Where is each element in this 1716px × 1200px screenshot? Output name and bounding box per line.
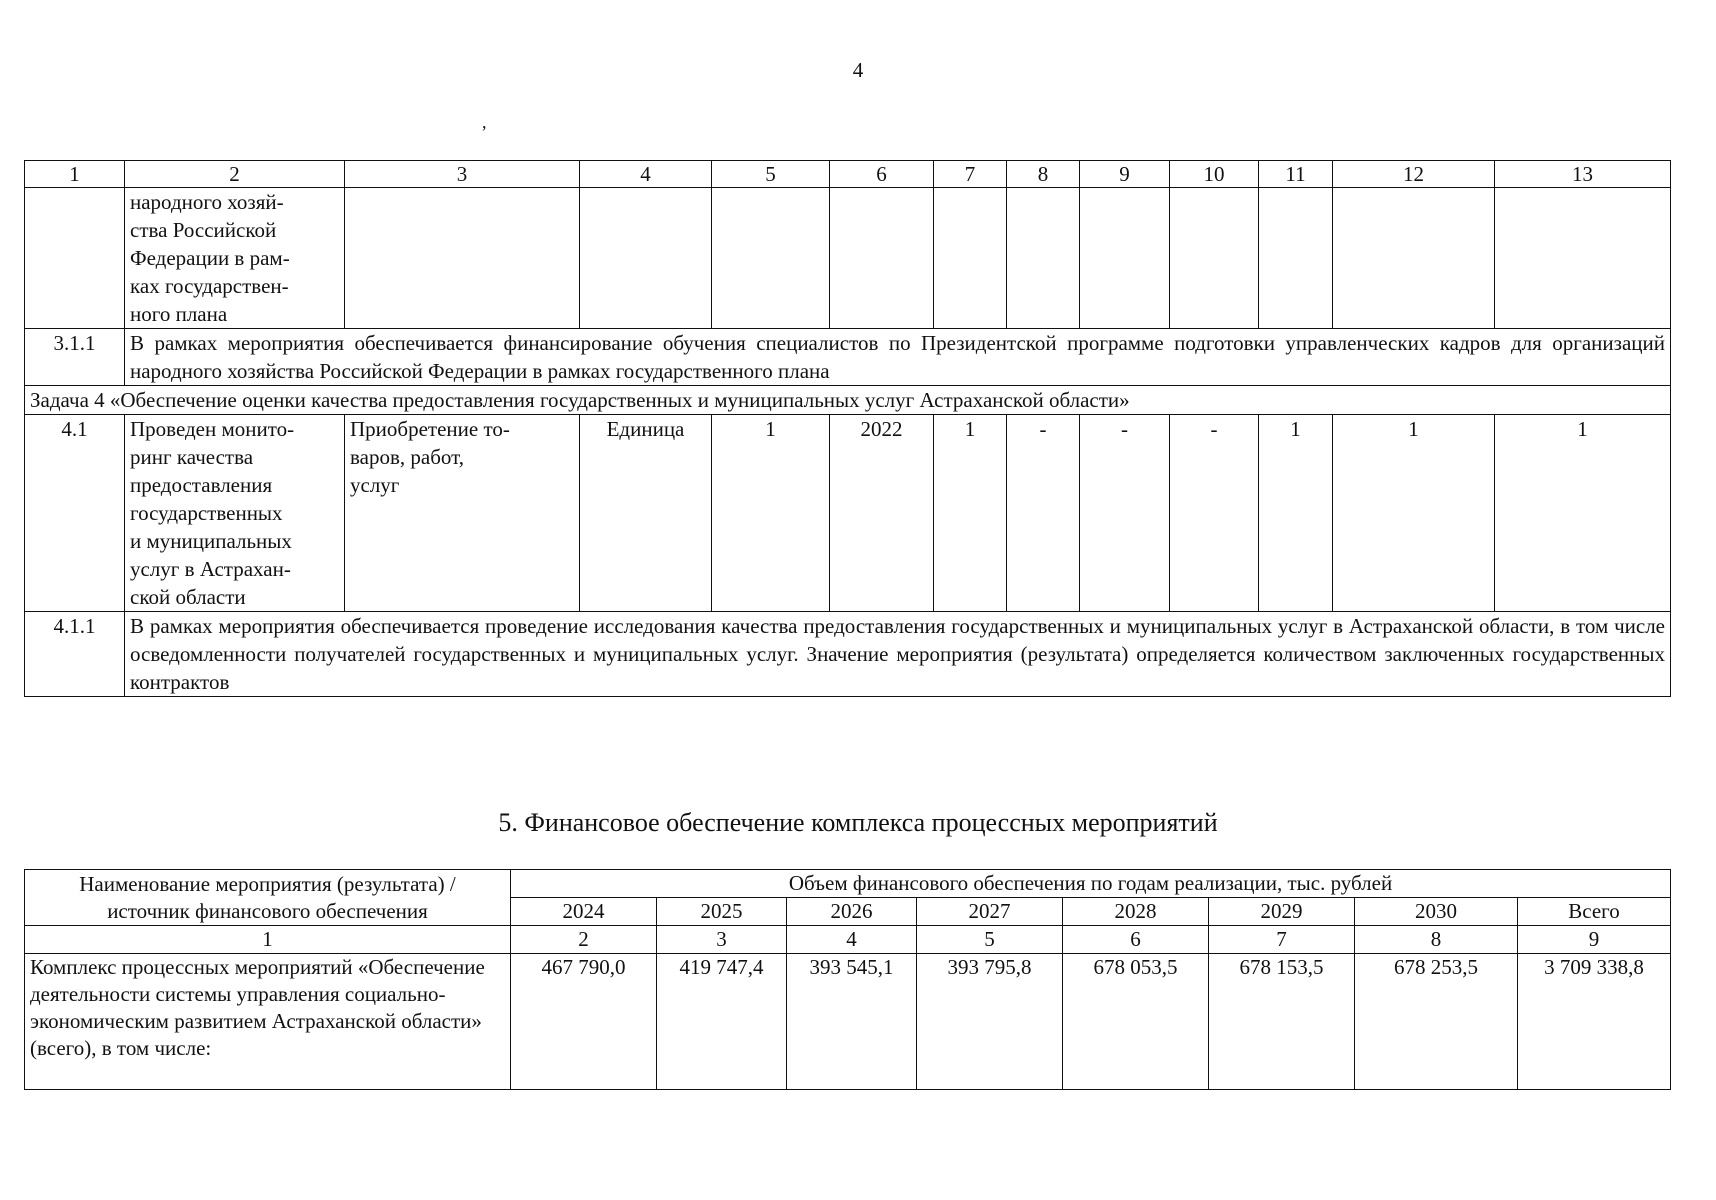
activity-description-row <box>25 329 1671 386</box>
complex-name: Комплекс процессных мероприятий «Обеспечение деятельности системы управления социально-экономическим развитием Астраханской области» (всего), в том числе: <box>25 954 511 1090</box>
col-number: 8 <box>1355 926 1518 954</box>
year-header: 2024 <box>511 898 657 926</box>
col-number: 5 <box>917 926 1063 954</box>
col-number: 9 <box>1518 926 1671 954</box>
col-number: 1 <box>25 926 511 954</box>
value-cell: 1 <box>1333 415 1495 612</box>
col-number: 6 <box>830 161 934 188</box>
col-number: 7 <box>1209 926 1355 954</box>
financing-table <box>24 869 1671 1090</box>
stray-mark: , <box>482 112 487 132</box>
amount-cell: 678 153,5 <box>1209 954 1355 1090</box>
financing-row <box>25 954 1671 1090</box>
row-number: 4.1 <box>25 415 125 612</box>
year-header: 2027 <box>917 898 1063 926</box>
continuation-row <box>25 188 1671 329</box>
year-header: 2028 <box>1063 898 1209 926</box>
amount-cell: 467 790,0 <box>511 954 657 1090</box>
value-cell: - <box>1007 415 1080 612</box>
col-number: 12 <box>1333 161 1495 188</box>
col-number: 6 <box>1063 926 1209 954</box>
row-number: 3.1.1 <box>25 329 125 386</box>
activities-table <box>24 160 1671 697</box>
value-cell: 1 <box>712 415 830 612</box>
col-number: 7 <box>934 161 1007 188</box>
col-number: 9 <box>1080 161 1170 188</box>
total-header: Всего <box>1518 898 1671 926</box>
amount-cell: 393 545,1 <box>787 954 917 1090</box>
col-number: 11 <box>1259 161 1333 188</box>
col-number: 4 <box>580 161 712 188</box>
activity-description-row <box>25 612 1671 697</box>
volume-header: Объем финансового обеспечения по годам реализации, тыс. рублей <box>511 870 1671 898</box>
page-number: 4 <box>852 58 864 82</box>
col-number: 3 <box>345 161 580 188</box>
amount-cell: 678 053,5 <box>1063 954 1209 1090</box>
value-cell: 1 <box>1259 415 1333 612</box>
value-cell: - <box>1170 415 1259 612</box>
year-header: 2030 <box>1355 898 1518 926</box>
row-number: 4.1.1 <box>25 612 125 697</box>
result-row <box>25 415 1671 612</box>
amount-cell: 393 795,8 <box>917 954 1063 1090</box>
column-numbers-row <box>25 161 1671 188</box>
result-name: Проведен монито- ринг качества предоставления государственных и муниципальных услуг в Астрахан- ской области <box>125 415 345 612</box>
col-number: 2 <box>125 161 345 188</box>
year-header: 2029 <box>1209 898 1355 926</box>
value-cell: 1 <box>1495 415 1671 612</box>
name-header: Наименование мероприятия (результата) / источник финансового обеспечения <box>25 870 511 926</box>
result-type: Приобретение то- варов, работ, услуг <box>345 415 580 612</box>
total-amount-cell: 3 709 338,8 <box>1518 954 1671 1090</box>
col-number: 4 <box>787 926 917 954</box>
col-number: 2 <box>511 926 657 954</box>
task-title: Задача 4 «Обеспечение оценки качества предоставления государственных и муниципальных услуг Астраханской области» <box>25 386 1671 415</box>
col-number: 8 <box>1007 161 1080 188</box>
financing-header-row <box>25 870 1671 898</box>
section-title: 5. Финансовое обеспечение комплекса процессных мероприятий <box>498 808 1218 837</box>
col-number: 13 <box>1495 161 1671 188</box>
task-row <box>25 386 1671 415</box>
unit-cell: Единица <box>580 415 712 612</box>
amount-cell: 678 253,5 <box>1355 954 1518 1090</box>
continued-name-cell: народного хозяй- ства Российской Федерации в рам- ках государствен- ного плана <box>125 188 345 329</box>
value-cell: - <box>1080 415 1170 612</box>
activity-description: В рамках мероприятия обеспечивается финансирование обучения специалистов по Президентской программе подготовки управленческих кадров для организаций народного хозяйства Российской Федерации в рамках государственного плана <box>125 329 1671 386</box>
column-numbers-row <box>25 926 1671 954</box>
year-header: 2026 <box>787 898 917 926</box>
col-number: 5 <box>712 161 830 188</box>
amount-cell: 419 747,4 <box>657 954 787 1090</box>
year-cell: 2022 <box>830 415 934 612</box>
year-header: 2025 <box>657 898 787 926</box>
col-number: 3 <box>657 926 787 954</box>
value-cell: 1 <box>934 415 1007 612</box>
activity-description: В рамках мероприятия обеспечивается проведение исследования качества предоставления государственных и муниципальных услуг в Астраханской области, в том числе осведомленности получателей государственных и муниципальных услуг. Значение мероприятия (результата) определяется количеством заключенных государственных контрактов <box>125 612 1671 697</box>
col-number: 1 <box>25 161 125 188</box>
col-number: 10 <box>1170 161 1259 188</box>
